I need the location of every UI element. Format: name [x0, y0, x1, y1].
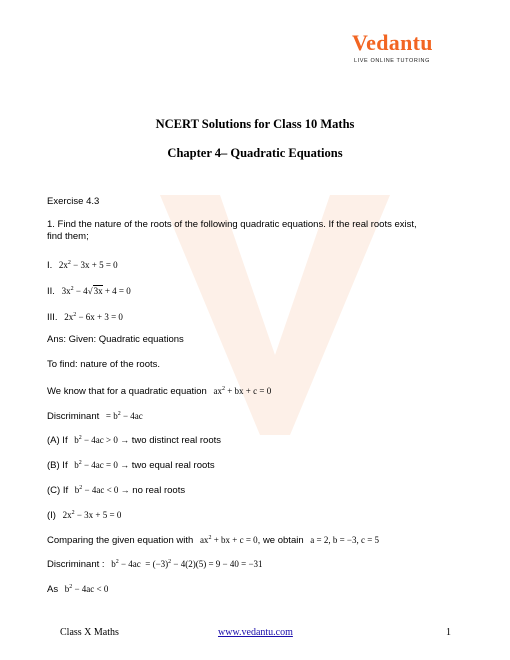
answer-given: Ans: Given: Quadratic equations	[47, 334, 184, 345]
question-text-line2: find them;	[47, 231, 89, 242]
case-b-result: two equal real roots	[131, 460, 215, 471]
text: (C) If	[47, 485, 69, 496]
coefficients-math: a = 2, b = −3, c = 5	[310, 535, 380, 545]
case-c-result: no real roots	[132, 485, 186, 496]
text: (A) If	[47, 435, 68, 446]
equation-label: II.	[47, 286, 55, 297]
discriminant-calc	[47, 556, 263, 571]
general-form-line	[47, 383, 271, 398]
discriminant-definition	[47, 408, 143, 423]
text: Discriminant :	[47, 559, 105, 570]
as-line	[47, 581, 108, 596]
chapter-title: Chapter 4– Quadratic Equations	[167, 146, 343, 160]
equation-label: I.	[47, 260, 53, 271]
question-text-line1: 1. Find the nature of the roots of the following quadratic equations. If the real roots exist,	[47, 219, 417, 230]
general-form-math: $ax^2$ + bx + c = 0	[213, 386, 272, 396]
footer-class: Class X Maths	[60, 627, 119, 638]
discriminant-math: = $b^2 - 4ac$	[105, 411, 143, 421]
to-find: To find: nature of the roots.	[47, 359, 161, 370]
equation-math: $3x^2 - 4√3x + 4 = 0$	[61, 286, 131, 296]
case-a-result: two distinct real roots	[131, 435, 221, 446]
comparing-math: $ax^2$ + bx + c = 0	[199, 535, 258, 545]
text: (I)	[47, 510, 56, 521]
logo-tagline: LIVE ONLINE TUTORING	[354, 58, 430, 64]
comparing-line	[47, 532, 379, 547]
case-a-math: $b^2 - 4ac > 0$ →	[74, 435, 130, 445]
case-c-math: $b^2 - 4ac < 0$ →	[74, 485, 130, 495]
equation-math: $2x^2 - 3x + 5 = 0$	[58, 260, 118, 270]
text: We know that for a quadratic equation	[47, 386, 207, 397]
text: As	[47, 584, 59, 595]
footer-link[interactable]: www.vedantu.com	[218, 627, 293, 638]
case-b-math: $b^2 - 4ac = 0$ →	[74, 460, 130, 470]
as-math: $b^2 - 4ac < 0$	[64, 584, 109, 594]
exercise-heading: Exercise 4.3	[47, 196, 100, 207]
equation-label: III.	[47, 312, 58, 323]
case-c	[47, 482, 185, 497]
equation-ii	[47, 283, 131, 298]
text: , we obtain	[257, 535, 304, 546]
logo-wordmark: Vedantu	[352, 30, 433, 55]
case-a	[47, 432, 221, 447]
part-i	[47, 507, 121, 522]
part-i-math: $2x^2 - 3x + 5 = 0$	[62, 510, 122, 520]
case-b	[47, 457, 215, 472]
equation-i	[47, 257, 118, 272]
page-number: 1	[446, 627, 451, 638]
text: (B) If	[47, 460, 68, 471]
page-title: NCERT Solutions for Class 10 Maths	[155, 117, 355, 131]
equation-math: $2x^2 - 6x + 3 = 0$	[64, 312, 123, 322]
text: Discriminant	[47, 411, 100, 422]
text: Comparing the given equation with	[47, 535, 194, 546]
equation-iii	[47, 309, 123, 324]
vedantu-logo	[352, 30, 467, 68]
discriminant-calc-math: $b^2 - 4ac = (-3)^2 - 4(2)(5) = 9 - 40 = -31$	[111, 559, 263, 569]
